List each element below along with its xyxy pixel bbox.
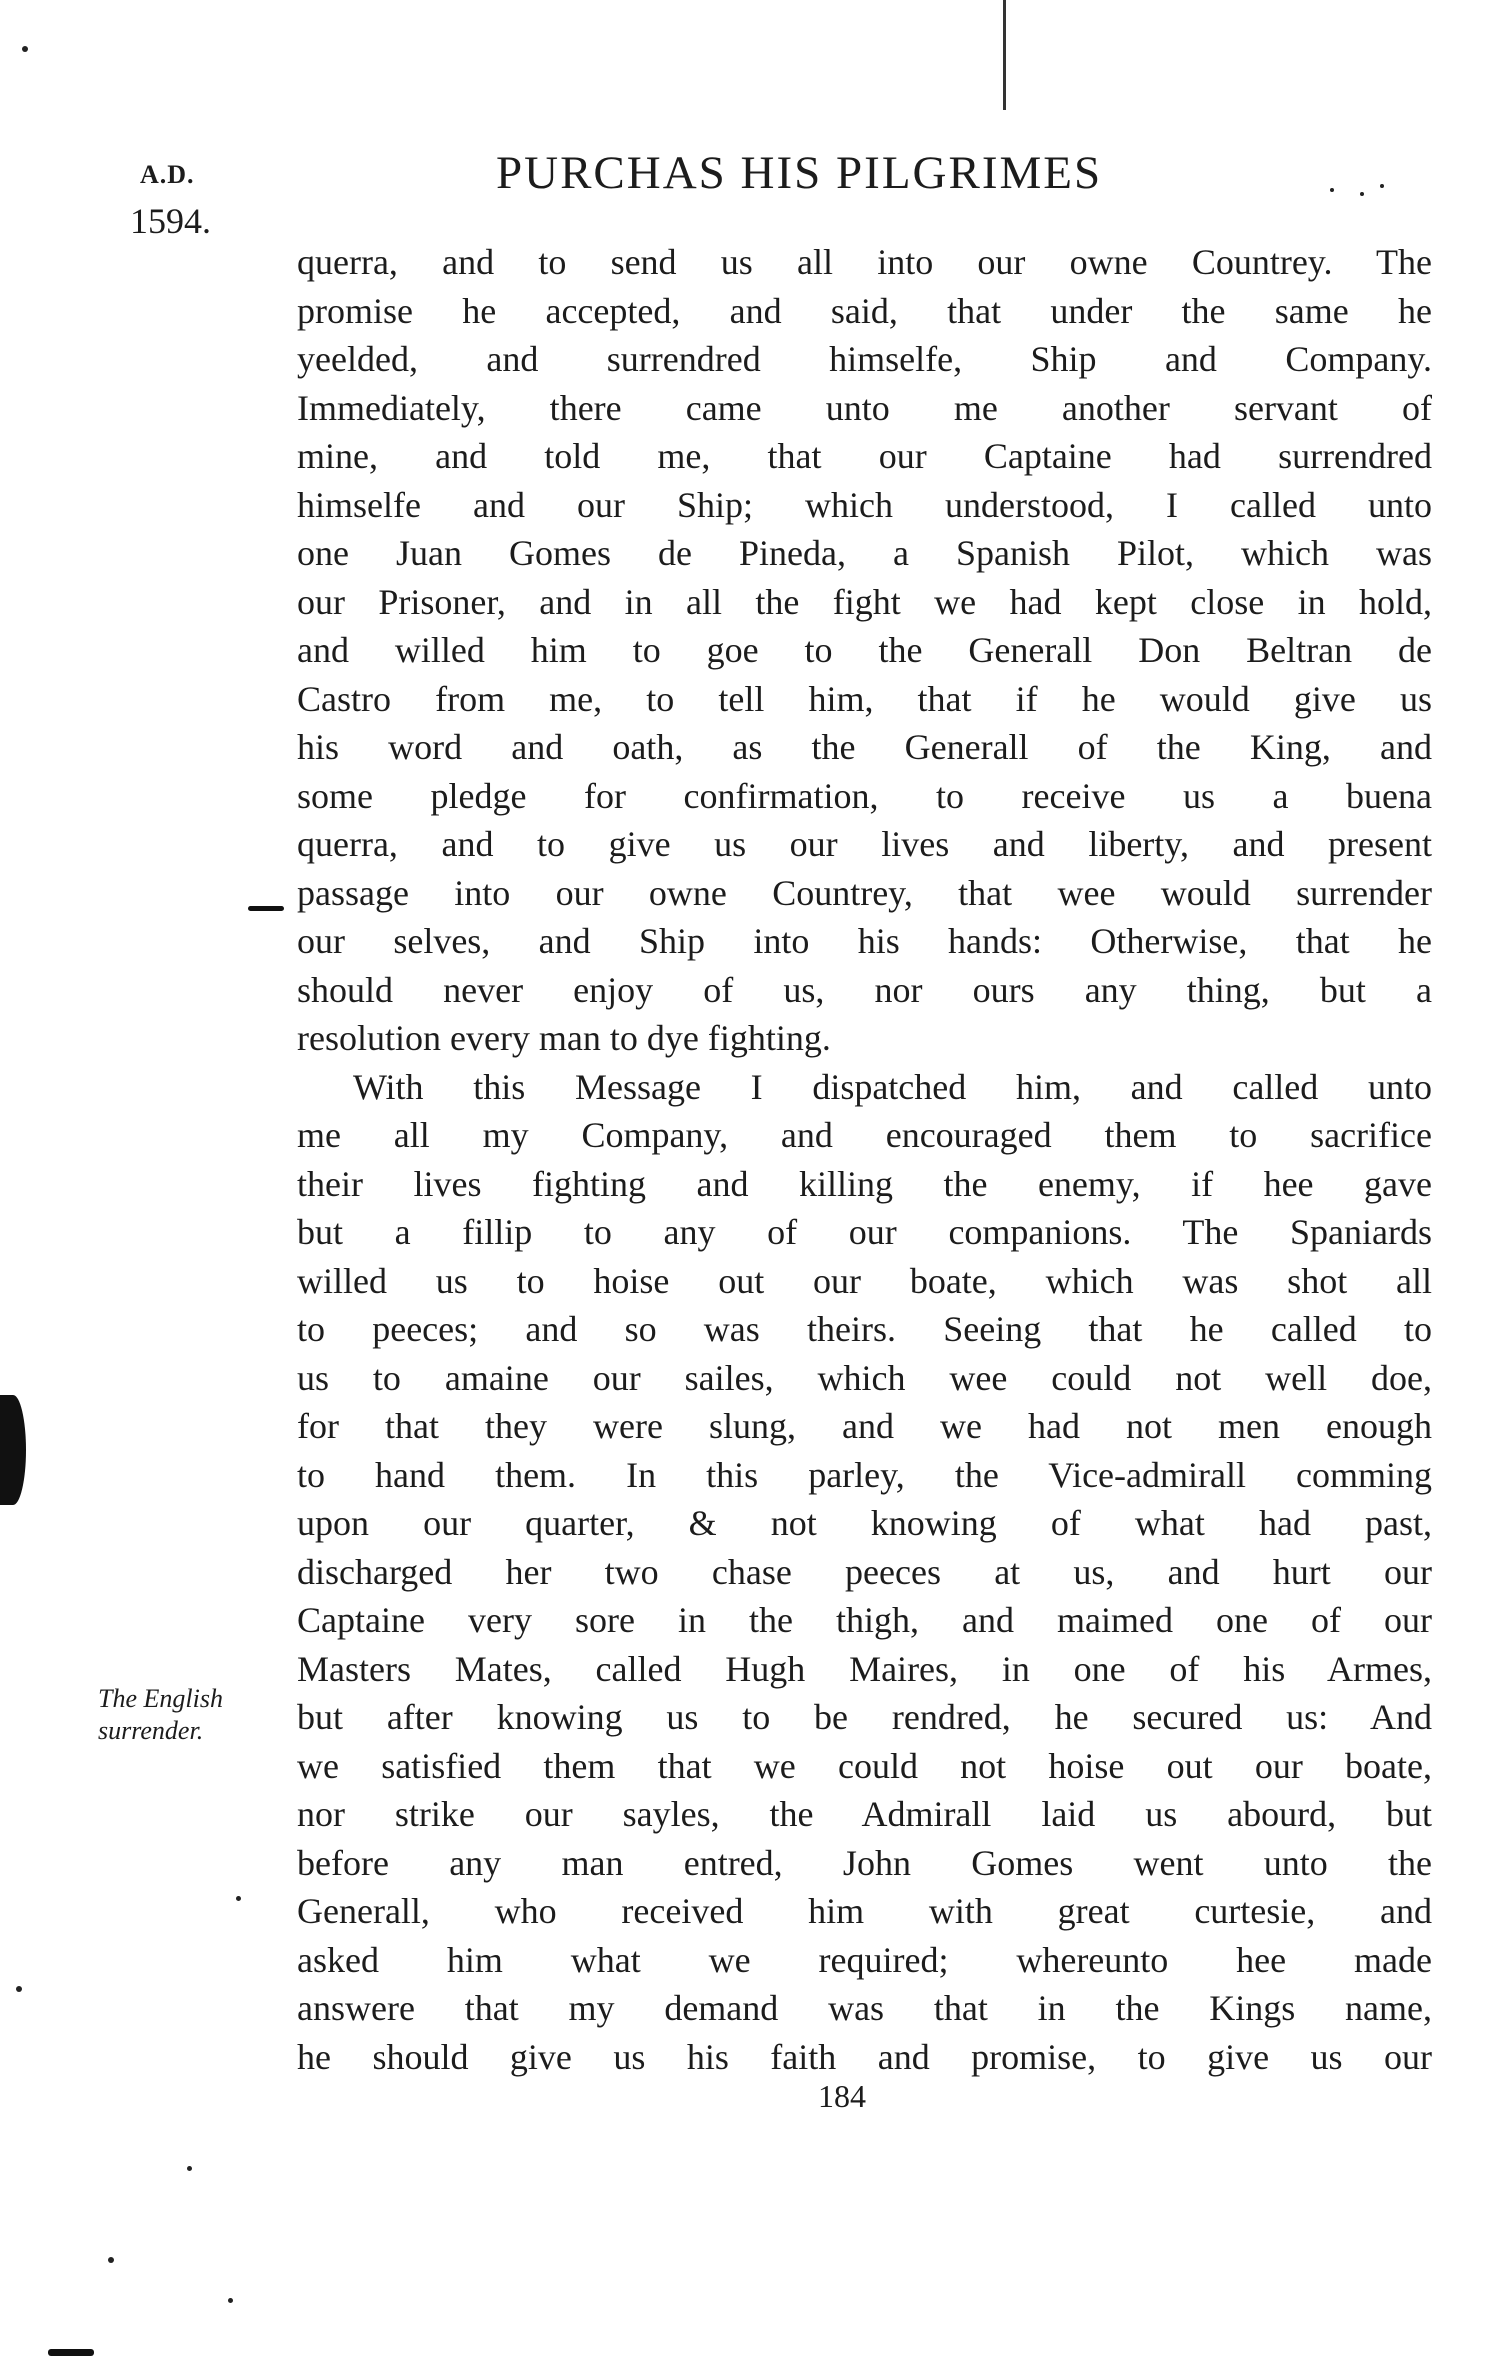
text-line: Generall, who received him with great curtesie, and — [297, 1891, 1432, 1931]
scan-blot — [0, 1395, 26, 1505]
text-line: some pledge for confirmation, to receive us a buena — [297, 775, 1432, 816]
text-line: we satisfied them that we could not hoise out our boate, — [297, 1745, 1432, 1786]
text-line: but after knowing us to be rendred, he secured us: And — [297, 1697, 1432, 1737]
text-line: Castro from me, to tell him, that if he would give us — [297, 678, 1432, 719]
text-line: us to amaine our sailes, which wee could not well doe, — [297, 1357, 1432, 1398]
text-line: should never enjoy of us, nor ours any thing, but a — [297, 969, 1432, 1010]
text-line: me all my Company, and encouraged them to sacrifice — [297, 1115, 1432, 1155]
text-line: he should give us his faith and promise, to give us our — [297, 2036, 1432, 2077]
text-line: Immediately, there came unto me another servant of — [297, 387, 1432, 428]
body-text — [297, 238, 1432, 2081]
scan-blot — [48, 2349, 94, 2356]
scan-blot — [248, 906, 284, 911]
text-line: but a fillip to any of our companions. The Spaniards — [297, 1212, 1432, 1252]
text-line: our Prisoner, and in all the fight we had kept close in hold, — [297, 581, 1432, 622]
text-line: resolution every man to dye fighting. — [297, 1018, 831, 1058]
text-line: their lives fighting and killing the enemy, if hee gave — [297, 1163, 1432, 1204]
scan-speck — [228, 2298, 233, 2303]
text-line: querra, and to give us our lives and liberty, and present — [297, 824, 1432, 864]
text-line: himselfe and our Ship; which understood, I called unto — [297, 484, 1432, 525]
text-line: mine, and told me, that our Captaine had surrendred — [297, 436, 1432, 476]
text-line: nor strike our sayles, the Admirall laid us abourd, but — [297, 1794, 1432, 1834]
text-line: asked him what we required; whereunto hee made — [297, 1939, 1432, 1980]
marginal-note — [98, 1683, 278, 1747]
scan-speck — [1360, 192, 1364, 196]
scan-speck — [187, 2166, 192, 2171]
text-line: willed us to hoise out our boate, which was shot all — [297, 1260, 1432, 1301]
year-value: 1594. — [130, 201, 211, 241]
text-line: and willed him to goe to the Generall Don Beltran de — [297, 630, 1432, 670]
page-number: 184 — [818, 2078, 866, 2114]
text-line: before any man entred, John Gomes went unto the — [297, 1842, 1432, 1883]
text-line: Masters Mates, called Hugh Maires, in one of his Armes, — [297, 1648, 1432, 1689]
marginal-note-line: The English — [98, 1684, 223, 1713]
marginal-note-line: surrender. — [98, 1716, 204, 1745]
scan-speck — [1380, 184, 1384, 188]
scan-speck — [1330, 188, 1334, 192]
running-title: PURCHAS HIS PILGRIMES — [496, 147, 1103, 199]
text-line: promise he accepted, and said, that under the same he — [297, 290, 1432, 331]
scan-speck — [16, 1986, 22, 1992]
text-line: discharged her two chase peeces at us, and hurt our — [297, 1551, 1432, 1592]
text-line: upon our quarter, & not knowing of what had past, — [297, 1503, 1432, 1543]
text-line: Captaine very sore in the thigh, and maimed one of our — [297, 1600, 1432, 1640]
text-line: querra, and to send us all into our owne Countrey. The — [297, 242, 1432, 282]
text-line: our selves, and Ship into his hands: Otherwise, that he — [297, 921, 1432, 961]
text-line: answere that my demand was that in the Kings name, — [297, 1988, 1432, 2028]
text-line: to hand them. In this parley, the Vice-admirall comming — [297, 1454, 1432, 1495]
text-line: With this Message I dispatched him, and called unto — [353, 1066, 1432, 1107]
text-line: his word and oath, as the Generall of the King, and — [297, 727, 1432, 767]
text-line: passage into our owne Countrey, that wee would surrender — [297, 872, 1432, 913]
scan-speck — [108, 2257, 114, 2263]
text-line: one Juan Gomes de Pineda, a Spanish Pilot, which was — [297, 533, 1432, 573]
text-line: for that they were slung, and we had not men enough — [297, 1406, 1432, 1446]
year-label: A.D. — [140, 160, 195, 189]
scan-speck — [236, 1896, 241, 1901]
text-line: yeelded, and surrendred himselfe, Ship and Company. — [297, 339, 1432, 379]
text-line: to peeces; and so was theirs. Seeing that he called to — [297, 1309, 1432, 1349]
gutter-line — [1003, 0, 1006, 110]
scan-speck — [22, 46, 28, 52]
